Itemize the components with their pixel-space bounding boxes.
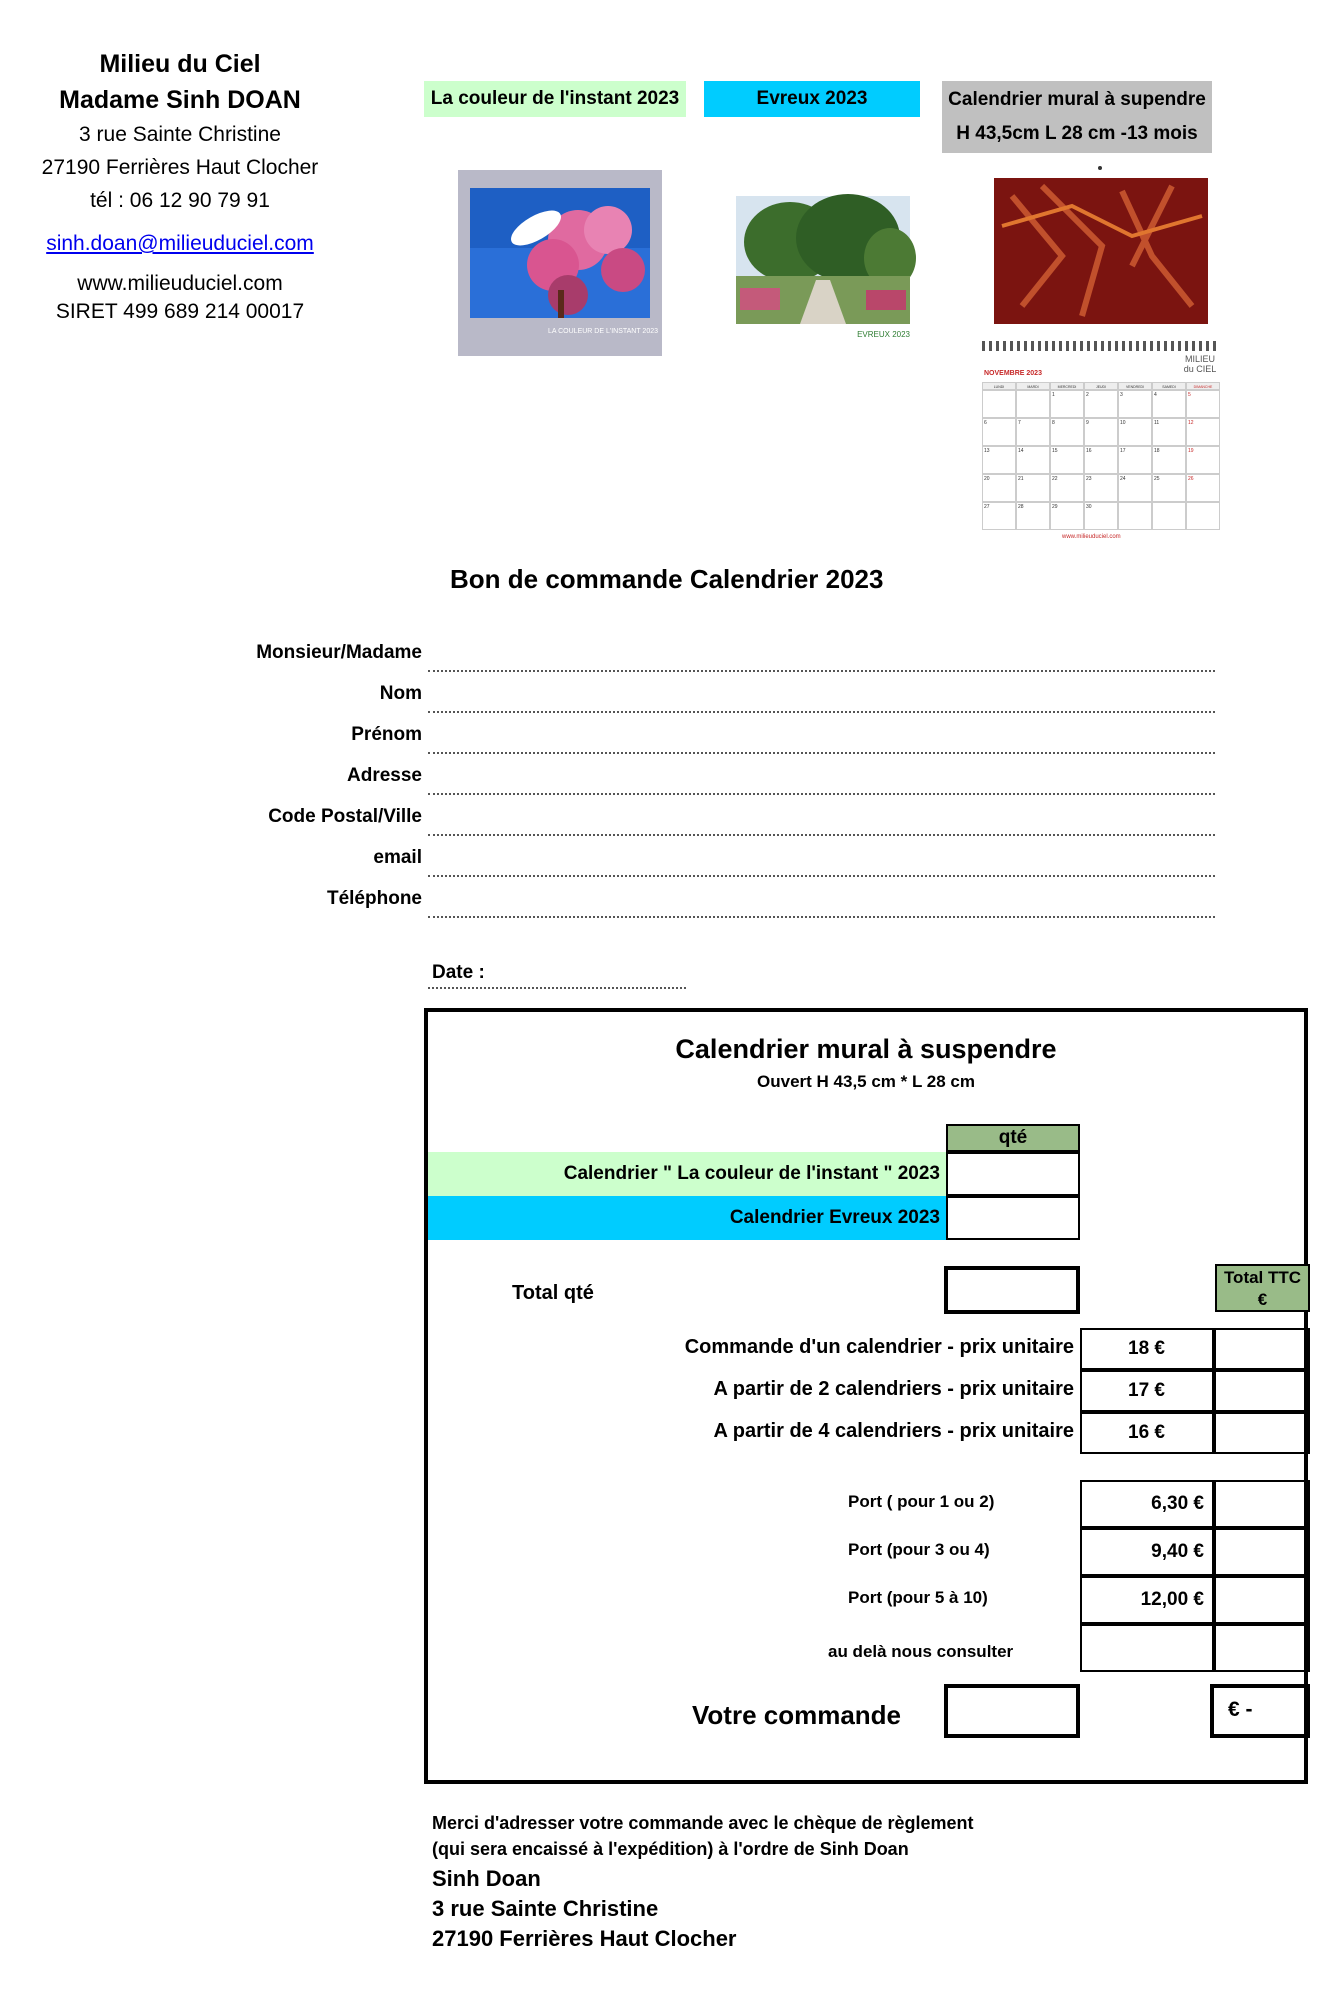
mural-label-line2: H 43,5cm L 28 cm -13 mois: [956, 123, 1198, 144]
beyond-price-cell: [1080, 1624, 1214, 1672]
org-name: Milieu du Ciel: [99, 50, 261, 78]
product-label-evreux: Evreux 2023: [704, 81, 920, 117]
your-order-total: € -: [1210, 1684, 1310, 1738]
price-value: 18 €: [1080, 1328, 1214, 1370]
calendar-date-cell: 17: [1118, 446, 1152, 474]
form-input-line[interactable]: [428, 752, 1215, 754]
total-ttc-header: Total TTC €: [1215, 1264, 1310, 1312]
mural-label-line1: Calendrier mural à supendre: [948, 89, 1206, 110]
calendar-day-header: MARDI: [1016, 382, 1050, 390]
form-input-line[interactable]: [428, 711, 1215, 713]
calendar-date-cell: 1: [1050, 390, 1084, 418]
item-evreux-label: Calendrier Evreux 2023: [428, 1196, 946, 1240]
calendar-date-cell: 12: [1186, 418, 1220, 446]
calendar-date-cell: 11: [1152, 418, 1186, 446]
calendar-date-cell: 9: [1084, 418, 1118, 446]
calendar-date-cell: 7: [1016, 418, 1050, 446]
product-label-couleur: La couleur de l'instant 2023: [424, 81, 686, 117]
calendar-date-cell: 13: [982, 446, 1016, 474]
shipping-label: Port (pour 3 ou 4): [848, 1540, 990, 1559]
calendar-date-cell: [1016, 390, 1050, 418]
total-qty-label: Total qté: [512, 1282, 594, 1304]
form-label: Nom: [379, 683, 422, 704]
date-label: Date :: [432, 962, 485, 983]
cover-couleur-image: [458, 170, 662, 356]
form-label: Adresse: [347, 765, 422, 786]
footer-line2: (qui sera encaissé à l'expédition) à l'ordre de Sinh Doan: [432, 1839, 909, 1859]
street: 3 rue Sainte Christine: [79, 123, 281, 146]
calendar-date-cell: 24: [1118, 474, 1152, 502]
form-title: Bon de commande Calendrier 2023: [450, 564, 884, 594]
beyond-total-cell: [1214, 1624, 1310, 1672]
price-label: A partir de 4 calendriers - prix unitaire: [713, 1420, 1074, 1442]
calendar-date-cell: 3: [1118, 390, 1152, 418]
calendar-date-cell: [1186, 502, 1220, 530]
shipping-value: 9,40 €: [1080, 1528, 1214, 1576]
calendar-brand: MILIEU du CIEL: [1183, 354, 1217, 374]
footer-block: [432, 1810, 974, 1954]
form-label: Code Postal/Ville: [268, 806, 422, 827]
price-label: Commande d'un calendrier - prix unitaire: [684, 1336, 1074, 1358]
price-total-cell: [1214, 1370, 1310, 1412]
calendar-date-cell: 2: [1084, 390, 1118, 418]
shipping-value: 6,30 €: [1080, 1480, 1214, 1528]
calendar-date-cell: 22: [1050, 474, 1084, 502]
order-box: [424, 1008, 1308, 1784]
your-order-qty-field[interactable]: [944, 1684, 1080, 1738]
calendar-date-cell: [1118, 502, 1152, 530]
calendar-date-cell: [1152, 502, 1186, 530]
owner-name: Madame Sinh DOAN: [59, 86, 301, 114]
your-order-label: Votre commande: [692, 1700, 902, 1730]
footer-street: 3 rue Sainte Christine: [432, 1896, 659, 1921]
order-subtitle: Ouvert H 43,5 cm * L 28 cm: [757, 1072, 975, 1091]
calendar-day-header: VENDREDI: [1118, 382, 1152, 390]
cover-couleur-caption: LA COULEUR DE L'INSTANT 2023: [548, 328, 659, 335]
calendar-date-cell: 4: [1152, 390, 1186, 418]
footer-line1: Merci d'adresser votre commande avec le chèque de règlement: [432, 1813, 974, 1833]
calendar-date-cell: 19: [1186, 446, 1220, 474]
wall-calendar-preview: [982, 166, 1220, 542]
siret: SIRET 499 689 214 00017: [55, 300, 305, 323]
calendar-footer: www.milieuduciel.com: [1062, 534, 1121, 540]
item-couleur-qty-input[interactable]: [946, 1152, 1080, 1196]
price-label: A partir de 2 calendriers - prix unitaire: [713, 1378, 1074, 1400]
qty-header: qté: [946, 1124, 1080, 1152]
calendar-day-header: MERCREDI: [1050, 382, 1084, 390]
website: www.milieuduciel.com: [77, 272, 283, 295]
form-label: Prénom: [351, 724, 422, 745]
shipping-label: Port (pour 5 à 10): [848, 1588, 988, 1607]
form-input-line[interactable]: [428, 875, 1215, 877]
sender-block: [0, 46, 360, 326]
email-link[interactable]: sinh.doan@milieuduciel.com: [46, 232, 314, 255]
price-total-cell: [1214, 1328, 1310, 1370]
price-total-cell: [1214, 1412, 1310, 1454]
product-label-mural: [942, 81, 1212, 153]
shipping-total-cell: [1214, 1576, 1310, 1624]
calendar-date-cell: 6: [982, 418, 1016, 446]
calendar-date-cell: 16: [1084, 446, 1118, 474]
calendar-date-cell: 23: [1084, 474, 1118, 502]
calendar-day-header: DIMANCHE: [1186, 382, 1220, 390]
calendar-date-cell: 20: [982, 474, 1016, 502]
calendar-date-cell: 18: [1152, 446, 1186, 474]
shipping-total-cell: [1214, 1480, 1310, 1528]
calendar-date-cell: [982, 390, 1016, 418]
calendar-date-cell: 29: [1050, 502, 1084, 530]
form-label: Monsieur/Madame: [256, 642, 422, 663]
footer-name: Sinh Doan: [432, 1866, 541, 1891]
price-value: 16 €: [1080, 1412, 1214, 1454]
calendar-date-cell: 25: [1152, 474, 1186, 502]
shipping-value: 12,00 €: [1080, 1576, 1214, 1624]
calendar-day-header: JEUDI: [1084, 382, 1118, 390]
calendar-date-cell: 21: [1016, 474, 1050, 502]
spiral-binding: [982, 341, 1220, 351]
cover-evreux-caption: EVREUX 2023: [857, 330, 910, 339]
form-input-line[interactable]: [428, 916, 1215, 918]
calendar-date-cell: 10: [1118, 418, 1152, 446]
calendar-date-cell: 14: [1016, 446, 1050, 474]
city: 27190 Ferrières Haut Clocher: [41, 156, 319, 179]
calendar-date-cell: 28: [1016, 502, 1050, 530]
calendar-date-cell: 30: [1084, 502, 1118, 530]
form-input-line[interactable]: [428, 670, 1215, 672]
wall-calendar-photo: [982, 166, 1220, 326]
beyond-label: au delà nous consulter: [828, 1642, 1014, 1661]
calendar-date-cell: 26: [1186, 474, 1220, 502]
footer-city: 27190 Ferrières Haut Clocher: [432, 1926, 737, 1951]
calendar-day-header: LUNDI: [982, 382, 1016, 390]
date-field[interactable]: [428, 987, 686, 989]
calendar-month: NOVEMBRE 2023: [984, 370, 1042, 377]
form-label: Téléphone: [326, 888, 422, 909]
calendar-date-cell: 15: [1050, 446, 1084, 474]
form-input-line[interactable]: [428, 834, 1215, 836]
calendar-date-cell: 5: [1186, 390, 1220, 418]
cover-evreux-image: [730, 180, 916, 356]
calendar-day-header: SAMEDI: [1152, 382, 1186, 390]
calendar-grid: [982, 382, 1220, 530]
phone: tél : 06 12 90 79 91: [90, 189, 270, 212]
form-label: email: [373, 847, 422, 868]
form-input-line[interactable]: [428, 793, 1215, 795]
shipping-label: Port ( pour 1 ou 2): [848, 1492, 995, 1511]
calendar-date-cell: 8: [1050, 418, 1084, 446]
total-qty-field[interactable]: [944, 1266, 1080, 1314]
calendar-date-cell: 27: [982, 502, 1016, 530]
item-evreux-qty-input[interactable]: [946, 1196, 1080, 1240]
order-title: Calendrier mural à suspendre: [675, 1034, 1057, 1064]
shipping-total-cell: [1214, 1528, 1310, 1576]
item-couleur-label: Calendrier " La couleur de l'instant " 2023: [428, 1152, 946, 1196]
price-value: 17 €: [1080, 1370, 1214, 1412]
